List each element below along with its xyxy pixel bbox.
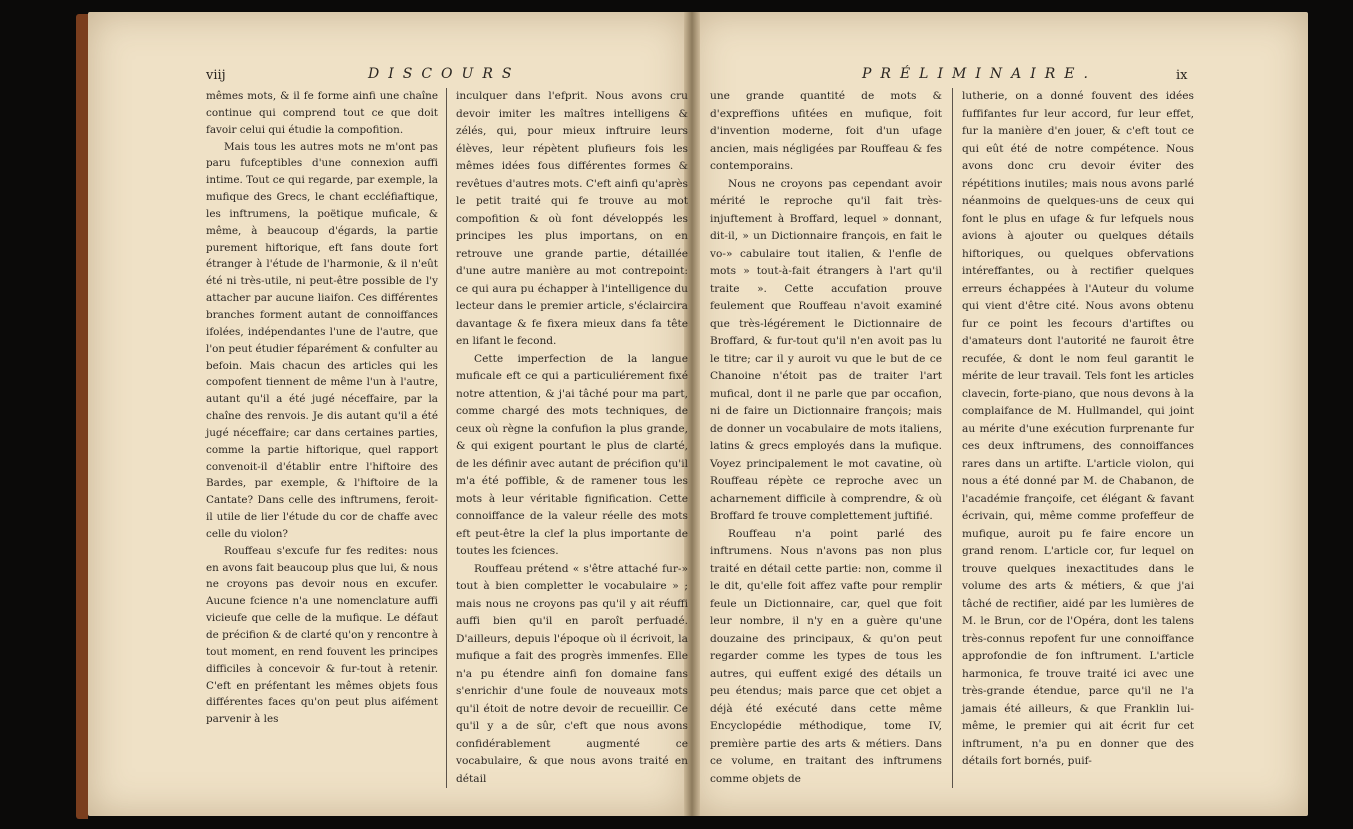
right-running-head: PRÉLIMINAIRE. — [862, 66, 1097, 82]
left-page-column-2 — [456, 88, 688, 788]
book-cover-edge — [76, 14, 88, 819]
paragraph: Nous ne croyons pas cependant avoir mérité le reproche qu'il fait très-injuftement à Broffard, lequel » donnant, dit-il, » un Dictionnaire françois, en fait le vo-» cabulaire tout italien, & l'enfle de mots » tout-à-fait étrangers à l'art qu'il traite ». Cette accufation prouve feulement que Rouffeau n'avoit examiné que très-légérement le Dictionnaire de Broffard, & fur-tout qu'il n'en avoit pas lu le titre; car il y auroit vu que le but de ce Chanoine n'étoit pas de traiter l'art mufical, dont il ne parle que par occafion, ni de faire un Dictionnaire françois; mais de donner un vocabulaire de mots italiens, latins & grecs employés dans la mufique. Voyez principalement le mot cavatine, où Rouffeau répète ce reproche avec un acharnement difficile à comprendre, & où Broffard fe trouve complettement juftifié. — [710, 177, 942, 522]
right-page-column-2 — [962, 88, 1194, 771]
paragraph: Rouffeau prétend « s'être attaché fur-» tout à bien completter le vocabulaire » ; mais nous ne croyons pas qu'il y ait réuffi auffi bien qu'il en paroît perfuadé. D'ailleurs, depuis l'époque où il écrivoit, la mufique a fait des progrès immenfes. Elle n'a pu étendre ainfi fon domaine fans s'enrichir d'une foule de nouveaux mots qu'il étoit de notre devoir de recueillir. Ce qu'il y a de sûr, c'eft que nous avons confidérablement augmenté ce vocabulaire, & que nous avons traité en détail — [456, 562, 688, 785]
paragraph: une grande quantité de mots & d'expreffions ufitées en mufique, foit d'invention moderne, foit d'un ufage ancien, mais négligées par Rouffeau & fes contemporains. — [710, 90, 942, 172]
paragraph: Cette imperfection de la langue muficale eft ce qui a particuliérement fixé notre attention, & j'ai tâché pour ma part, comme chargé des mots techniques, de ceux où règne la confufion la plus grande, & qui exigent pourtant le plus de clarté, de les définir avec autant de précifion qu'il m'a été poffible, & de ramener tous les mots à leur véritable fignification. Cette connoiffance de la valeur réelle des mots eft peut-être la clef la plus importante de toutes les fciences. — [456, 352, 688, 557]
column-rule — [952, 88, 953, 788]
paragraph: inculquer dans l'efprit. Nous avons cru devoir imiter les maîtres intelligens & zélés, qui, pour mieux inftruire leurs élèves, leur répètent plufieurs fois les mêmes idées fous différentes formes & revêtues d'autres mots. C'eft ainfi qu'après le petit traité qui fe trouve au mot compofition & où font développés les principes les plus importans, on en retrouve une grande partie, détaillée d'une autre manière au mot contrepoint: ce qui aura pu échapper à l'intelligence du lecteur dans le premier article, s'éclaircira davantage & fe fixera mieux dans fa tête en lifant le fecond. — [456, 90, 688, 347]
right-page-column-1 — [710, 88, 942, 788]
paragraph: mêmes mots, & il fe forme ainfi une chaîne continue qui comprend tout ce que doit favoir celui qui étudie la compofition. — [206, 90, 438, 136]
right-page-number: ix — [1176, 68, 1188, 83]
left-page-number: viij — [206, 68, 226, 83]
column-rule — [446, 88, 447, 788]
left-running-head: DISCOURS — [368, 66, 521, 82]
paragraph: Rouffeau s'excufe fur fes redites: nous en avons fait beaucoup plus que lui, & nous ne croyons pas devoir nous en excufer. Aucune fcience n'a une nomenclature auffi vicieufe que celle de la mufique. Le défaut de précifion & de clarté qu'on y rencontre à tout moment, en rend fouvent les principes difficiles à concevoir & fur-tout à retenir. C'eft en préfentant les mêmes objets fous différentes faces qu'on peut plus aifément parvenir à les — [206, 544, 438, 726]
paragraph: Mais tous les autres mots ne m'ont pas paru fufceptibles d'une connexion auffi intime. Tout ce qui regarde, par exemple, la mufique des Grecs, le chant eccléfiaftique, les inftrumens, la poëtique muficale, & même, à beaucoup d'égards, la partie purement hiftorique, eft fans doute fort étranger à l'étude de l'harmonie, & il n'eût été ni très-utile, ni peut-être possible de l'y attacher par aucune liaifon. Ces différentes branches forment autant de connoiffances ifolées, indépendantes l'une de l'autre, que l'on peut étudier féparément & confulter au befoin. Mais chacun des articles qui les compofent tiennent de même l'un à l'autre, autant qu'il a été jugé néceffaire, par la chaîne des renvois. Je dis autant qu'il a été jugé néceffaire; car dans certaines parties, comme la partie hiftorique, quel rapport convenoit-il d'établir entre l'hiftoire des Bardes, par exemple, & l'hiftoire de la Cantate? Dans celle des inftrumens, feroit-il utile de lier l'étude du cor de chaffe avec celle du violon? — [206, 140, 438, 540]
paragraph: lutherie, on a donné fouvent des idées fuffifantes fur leur accord, fur leur effet, fur la manière d'en jouer, & c'eft tout ce qui eût été de notre compétence. Nous avons donc cru devoir éviter des répétitions inutiles; mais nous avons parlé néanmoins de quelques-uns de ceux qui font le plus en ufage & fur lefquels nous avions à ajouter ou quelques détails hiftoriques, ou quelques obfervations intéreffantes, ou à rectifier quelques erreurs échappées à l'Auteur du volume qui vient d'être cité. Nous avons obtenu fur ce point les fecours d'artiftes ou d'amateurs dont l'autorité ne fauroit être recufée, & dont le nom feul garantit le mérite de leur travail. Tels font les articles clavecin, forte-piano, que nous devons à la complaifance de M. Hullmandel, qui joint au mérite d'une exécution furprenante fur ces deux inftrumens, des connoiffances rares dans un artifte. L'article violon, qui nous a été donné par M. de Chabanon, de l'académie françoife, cet élégant & favant écrivain, qui, même comme profeffeur de mufique, auroit pu fe faire encore un grand renom. L'article cor, fur lequel on trouve quelques inexactitudes dans le volume des arts & métiers, & que j'ai tâché de rectifier, aidé par les lumières de M. le Brun, cor de l'Opéra, dont les talens très-connus repofent fur une connoiffance approfondie de fon inftrument. L'article harmonica, fe trouve traité ici avec une très-grande étendue, parce qu'il ne l'a jamais été ailleurs, & que Franklin lui-même, le premier qui ait écrit fur cet inftrument, n'a pu en donner que des détails fort bornés, puif- — [962, 90, 1194, 767]
paragraph: Rouffeau n'a point parlé des inftrumens. Nous n'avons pas non plus traité en détail cette partie: non, comme il le dit, qu'elle foit affez vafte pour remplir feule un Dictionnaire, car, quel que foit leur nombre, il n'y en a guère qu'une douzaine des principaux, & qu'on peut regarder comme les types de tous les autres, qui euffent exigé des détails un peu étendus; mais parce que cet objet a déjà été exécuté dans cette même Encyclopédie méthodique, tome IV, première partie des arts & métiers. Dans ce volume, en traitant des inftrumens comme objets de — [710, 527, 942, 785]
left-page-column-1 — [206, 88, 438, 728]
